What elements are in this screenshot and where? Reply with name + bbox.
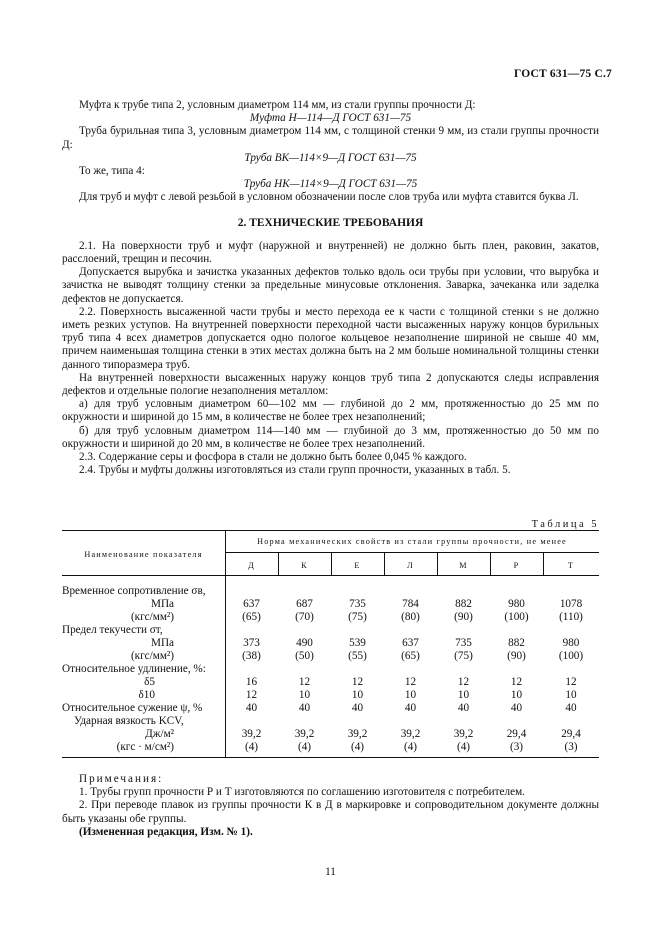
table-cell: 10 bbox=[565, 689, 577, 701]
table-cell: 39,2 bbox=[347, 728, 368, 740]
table-notes bbox=[62, 773, 599, 839]
group-header-cell: Д bbox=[248, 561, 255, 570]
paragraph-item-b: б) для труб условным диаметром 114—140 мм — глубиной до 3 мм, протяженностью до 50 мм по окружности и шириной до 20 мм, в количестве не более трех незаполнений. bbox=[62, 424, 599, 450]
example-paragraph-4: Для труб и муфт с левой резьбой в условном обозначении после слов труба или муфта ставится буква Л. bbox=[79, 191, 579, 204]
table-cell: 12 bbox=[510, 676, 523, 688]
table-cell: 40 bbox=[565, 702, 577, 714]
group-header-cell: Р bbox=[513, 561, 520, 570]
paragraph-2-2: 2.2. Поверхность высаженной части трубы и место перехода ее к части с толщиной стенки s не должно иметь резких уступов. На внутренней поверхности переходной части высаженных наружу концов бурильных труб типа 4 всех диаметров допускается одно пологое кольцевое незаполнение шириной не свыше 40 мм, причем наименьшая толщина стенки в этих местах должна быть на 2 мм больше номинальной толщины стенки данного типоразмера труб. bbox=[62, 305, 599, 371]
group-header-cell: К bbox=[301, 561, 308, 570]
paragraph-2-4: 2.4. Трубы и муфты должны изготовляться из стали групп прочности, указанных в табл. 5. bbox=[79, 464, 511, 477]
table-cell: (4) bbox=[244, 741, 259, 753]
example-paragraph-2: Труба бурильная типа 3, условным диаметром 114 мм, с толщиной стенки 9 мм, из стали группы прочности Д: bbox=[62, 125, 599, 151]
table-cell: 373 bbox=[243, 637, 260, 649]
body-text bbox=[62, 99, 599, 477]
paragraph-2-1: 2.1. На поверхности труб и муфт (наружной и внутренней) не должно быть плен, раковин, закатов, расслоений, трещин и песочин. bbox=[62, 239, 599, 266]
table-cell: (90) bbox=[507, 650, 526, 662]
row-label-unit: Дж/м² bbox=[145, 728, 174, 740]
example-paragraph-3: То же, типа 4: bbox=[79, 165, 145, 178]
table-header-rule bbox=[62, 575, 599, 576]
paragraph-2-1-note: Допускается вырубка и зачистка указанных дефектов только вдоль оси трубы при условии, что вырубка и зачистка не выводят толщину стенки за предельные минусовые отклонения. Заварка, зачеканка или заделка дефектов не допускается. bbox=[62, 266, 599, 305]
section-title: 2. ТЕХНИЧЕСКИЕ ТРЕБОВАНИЯ bbox=[237, 216, 424, 229]
row-label-contraction: Относительное сужение ψ, % bbox=[62, 702, 203, 714]
group-header-cell: М bbox=[459, 561, 468, 570]
row-label-yield: Предел текучести σт, bbox=[62, 624, 163, 636]
table-cell: (4) bbox=[297, 741, 312, 753]
table-cell: 980 bbox=[508, 598, 525, 610]
table-cell: 490 bbox=[296, 637, 313, 649]
table-cell: (55) bbox=[348, 650, 367, 662]
table-cell: 12 bbox=[404, 676, 417, 688]
table-cell: (4) bbox=[403, 741, 418, 753]
table-cell: 40 bbox=[351, 702, 364, 714]
running-header: ГОСТ 631—75 С.7 bbox=[513, 68, 612, 80]
table-cell: 29,4 bbox=[506, 728, 527, 740]
table-cell: 39,2 bbox=[453, 728, 474, 740]
table-cell: (4) bbox=[456, 741, 471, 753]
table-bottom-rule bbox=[62, 757, 599, 758]
row-label-unit: (кгс/мм²) bbox=[130, 611, 174, 623]
table-cell: (75) bbox=[454, 650, 473, 662]
table-cell: 637 bbox=[402, 637, 419, 649]
row-label-delta10: δ10 bbox=[138, 689, 155, 701]
paragraph-2-2-b: На внутренней поверхности высаженных наружу концов труб типа 2 допускаются следы исправления дефектов и отдельные пологие незаполнения металлом: bbox=[62, 371, 599, 398]
row-label-elongation: Относительное удлинение, %: bbox=[62, 663, 206, 675]
row-label-impact: Ударная вязкость KCV, bbox=[74, 715, 184, 727]
table-cell: 12 bbox=[457, 676, 470, 688]
note-1: 1. Трубы групп прочности Р и Т изготовляются по соглашению изготовителя с потребителем. bbox=[79, 786, 525, 799]
table-cell: (75) bbox=[348, 611, 367, 623]
table-cell: 40 bbox=[510, 702, 523, 714]
example-formula-2: Труба ВК—114×9—Д ГОСТ 631—75 bbox=[244, 151, 417, 164]
table-cell: 10 bbox=[404, 689, 417, 701]
table-cell: 10 bbox=[351, 689, 364, 701]
table-cell: 40 bbox=[298, 702, 311, 714]
paragraph-item-a: а) для труб условным диаметром 60—102 мм — глубиной до 2 мм, протяженностью до 25 мм по окружности и шириной до 15 мм, в количестве не более трех незаполнений; bbox=[62, 398, 599, 424]
table-cell: 735 bbox=[349, 598, 366, 610]
table-cell: (38) bbox=[242, 650, 261, 662]
table-top-rule bbox=[62, 530, 599, 531]
table-cell: 882 bbox=[508, 637, 525, 649]
example-formula-3: Труба НК—114×9—Д ГОСТ 631—75 bbox=[243, 178, 418, 191]
table-cell: 39,2 bbox=[400, 728, 421, 740]
row-label-tensile: Временное сопротивление σв, bbox=[62, 585, 206, 597]
group-header: Норма механических свойств из стали группы прочности, не менее bbox=[257, 537, 567, 546]
table-cell: (4) bbox=[350, 741, 365, 753]
table-cell: 12 bbox=[245, 689, 258, 701]
row-label-unit: МПа bbox=[151, 637, 174, 649]
table-cell: 12 bbox=[298, 676, 311, 688]
table-cell: 10 bbox=[510, 689, 523, 701]
example-paragraph-1: Муфта к трубе типа 2, условным диаметром 114 мм, из стали группы прочности Д: bbox=[79, 99, 476, 111]
row-label-unit: (кгс/мм²) bbox=[130, 650, 174, 662]
table-cell: 29,4 bbox=[561, 728, 581, 740]
table-cell: 39,2 bbox=[241, 728, 262, 740]
table-cell: (65) bbox=[242, 611, 261, 623]
example-formula-1: Муфта Н—114—Д ГОСТ 631—75 bbox=[249, 112, 412, 125]
table-cell: 40 bbox=[404, 702, 417, 714]
table-cell: 882 bbox=[455, 598, 472, 610]
table-cell: 784 bbox=[402, 598, 419, 610]
note-2: 2. При переводе плавок из группы прочности К в Д в маркировке и сопроводительном документе должны быть указаны обе группы. bbox=[62, 799, 599, 825]
table-cell: 539 bbox=[349, 637, 366, 649]
table-cell: 687 bbox=[296, 598, 313, 610]
table-cell: 12 bbox=[565, 676, 577, 688]
table-cell: (110) bbox=[559, 611, 583, 623]
table-cell: 12 bbox=[351, 676, 364, 688]
row-label-unit: МПа bbox=[151, 598, 174, 610]
paragraph-2-3: 2.3. Содержание серы и фосфора в стали не должно быть более 0,045 % каждого. bbox=[79, 451, 467, 464]
group-header-cell: Т bbox=[567, 561, 575, 570]
table-cell: (70) bbox=[295, 611, 314, 623]
group-header-cell: Л bbox=[407, 561, 414, 570]
row-label-delta5: δ5 bbox=[144, 676, 155, 688]
table-cell: 1078 bbox=[559, 598, 583, 610]
table-cell: 39,2 bbox=[294, 728, 315, 740]
table-cell: (3) bbox=[509, 741, 524, 753]
col-header-indicator: Наименование показателя bbox=[84, 550, 203, 559]
table-cell: 40 bbox=[245, 702, 258, 714]
notes-title: Примечания: bbox=[79, 773, 164, 785]
table-cell: 980 bbox=[562, 637, 580, 649]
table-cell: (3) bbox=[564, 741, 578, 753]
group-header-cell: Е bbox=[354, 561, 361, 570]
table-cell: (65) bbox=[401, 650, 420, 662]
table-cell: (80) bbox=[401, 611, 420, 623]
row-label-unit: (кгс · м/см²) bbox=[116, 741, 174, 753]
edition-note: (Измененная редакция, Изм. № 1). bbox=[79, 825, 253, 838]
table-caption: Таблица 5 bbox=[531, 519, 599, 530]
page-number: 11 bbox=[325, 866, 336, 878]
table-cell: 10 bbox=[298, 689, 311, 701]
table-cell: 16 bbox=[245, 676, 258, 688]
table-cell: (90) bbox=[454, 611, 473, 623]
table-cell: (100) bbox=[504, 611, 529, 623]
table-cell: 637 bbox=[243, 598, 260, 610]
table-cell: (50) bbox=[295, 650, 314, 662]
table-cell: 40 bbox=[457, 702, 470, 714]
table-cell: (100) bbox=[558, 650, 584, 662]
table-cell: 735 bbox=[455, 637, 472, 649]
table-cell: 10 bbox=[457, 689, 470, 701]
